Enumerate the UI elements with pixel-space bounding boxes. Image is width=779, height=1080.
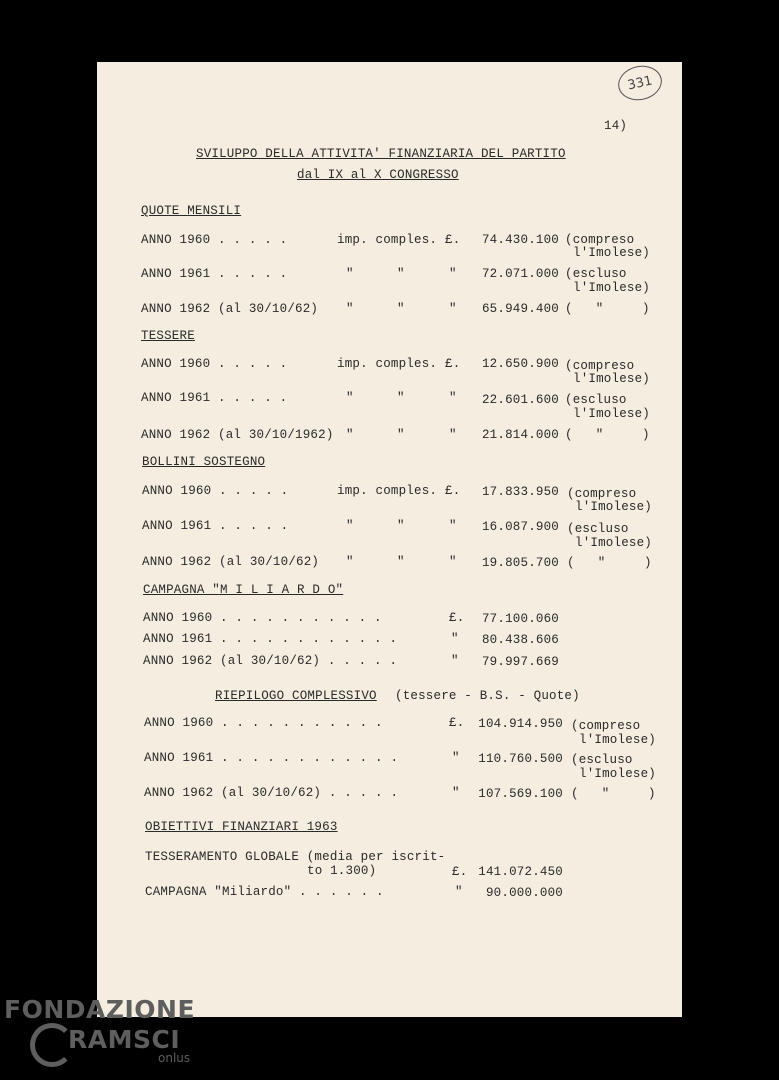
row-kind: " [346,267,354,281]
logo-text: RAMSCI [68,1025,181,1054]
row-label: ANNO 1962 (al 30/10/62) [141,302,319,316]
row-note: l'Imolese) [579,767,657,781]
row-kind: " [346,428,354,442]
row-amount: 72.071.000 [481,267,559,281]
row-kind: " [397,302,405,316]
row-currency: " [449,302,457,316]
row-label: TESSERAMENTO GLOBALE (media per iscrit- [145,850,446,864]
row-kind: " [346,519,354,533]
row-kind: " [397,267,405,281]
row-currency: £. [445,233,461,247]
archive-stamp: 331 [615,62,665,104]
row-kind: " [346,555,354,569]
row-currency: " [449,555,457,569]
row-currency: " [455,885,463,899]
row-amount: 17.833.950 [481,485,559,499]
row-label: ANNO 1961 . . . . . . . . . . . . [144,751,399,765]
page-title: SVILUPPO DELLA ATTIVITA' FINANZIARIA DEL PARTITO [196,147,566,161]
row-currency: £. [445,357,461,371]
row-amount: 21.814.000 [481,428,559,442]
section-heading-riepilogo: RIEPILOGO COMPLESSIVO [215,689,377,703]
row-amount: 16.087.900 [481,520,559,534]
section-heading-campagna: CAMPAGNA "M I L I A R D O" [143,583,344,597]
row-note: (compreso [565,359,635,373]
row-label: ANNO 1961 . . . . . [141,267,288,281]
row-kind: imp. comples. [337,357,438,371]
row-kind: " [346,391,354,405]
row-note: (compreso [565,233,635,247]
row-amount: 90.000.000 [485,886,563,900]
row-currency: " [452,786,460,800]
row-note: l'Imolese) [573,281,651,295]
row-label: ANNO 1960 . . . . . [142,484,289,498]
row-note: (compreso [567,487,637,501]
row-label: to 1.300) [307,864,377,878]
section-heading-bollini: BOLLINI SOSTEGNO [142,455,266,469]
row-amount: 12.650.900 [481,357,559,371]
row-note: (compreso [571,719,641,733]
row-currency: " [449,428,457,442]
row-note: (escluso [571,753,633,767]
row-note: l'Imolese) [573,372,651,386]
row-label: ANNO 1960 . . . . . . . . . . . [144,716,383,730]
row-label: ANNO 1961 . . . . . . . . . . . . [143,632,398,646]
row-label: ANNO 1961 . . . . . [141,391,288,405]
row-amount: 79.997.669 [481,655,559,669]
row-note: (escluso [565,393,627,407]
row-kind: " [397,555,405,569]
row-currency: " [451,632,459,646]
row-currency: £. [449,716,465,730]
row-currency: " [452,751,460,765]
row-amount: 77.100.060 [481,612,559,626]
row-amount: 110.760.500 [478,752,563,766]
row-label: ANNO 1960 . . . . . . . . . . . [143,611,382,625]
row-label: ANNO 1961 . . . . . [142,519,289,533]
section-heading-quote: QUOTE MENSILI [141,204,242,218]
logo-text: onlus [158,1051,191,1065]
section-heading-note: (tessere - B.S. - Quote) [395,689,580,703]
page-subtitle: dal IX al X CONGRESSO [297,168,459,182]
row-label: ANNO 1962 (al 30/10/1962) [141,428,334,442]
row-label: CAMPAGNA "Miliardo" . . . . . . [145,885,384,899]
row-kind: " [397,428,405,442]
row-currency: £. [452,865,468,879]
row-amount: 19.805.700 [481,556,559,570]
row-label: ANNO 1960 . . . . . [141,357,288,371]
row-amount: 65.949.400 [481,302,559,316]
row-currency: " [449,391,457,405]
row-currency: " [449,267,457,281]
row-note: l'Imolese) [573,246,651,260]
row-note: l'Imolese) [575,500,653,514]
row-note: ( " ) [565,428,650,442]
row-amount: 74.430.100 [481,233,559,247]
row-note: (escluso [567,522,629,536]
row-kind: imp. comples. [337,484,438,498]
row-note: l'Imolese) [579,733,657,747]
row-note: (escluso [565,267,627,281]
row-currency: " [451,654,459,668]
row-amount: 141.072.450 [478,865,563,879]
row-label: ANNO 1962 (al 30/10/62) [142,555,320,569]
fondazione-gramsci-logo [0,993,200,1080]
row-kind: imp. comples. [337,233,438,247]
section-heading-tessere: TESSERE [141,329,195,343]
row-label: ANNO 1962 (al 30/10/62) . . . . . [144,786,399,800]
page-number: 14) [604,119,628,133]
row-kind: " [397,391,405,405]
row-currency: £. [449,611,465,625]
row-currency: £. [445,484,461,498]
logo-text: FONDAZIONE [4,995,196,1024]
row-note: l'Imolese) [575,536,653,550]
row-amount: 104.914.950 [478,717,563,731]
section-heading-obiettivi: OBIETTIVI FINANZIARI 1963 [145,820,338,834]
row-label: ANNO 1960 . . . . . [141,233,288,247]
row-note: ( " ) [565,302,650,316]
row-note: l'Imolese) [573,407,651,421]
row-amount: 22.601.600 [481,393,559,407]
row-note: ( " ) [567,556,652,570]
row-kind: " [397,519,405,533]
row-amount: 80.438.606 [481,633,559,647]
row-amount: 107.569.100 [478,787,563,801]
row-label: ANNO 1962 (al 30/10/62) . . . . . [143,654,398,668]
row-note: ( " ) [571,787,656,801]
row-kind: " [346,302,354,316]
row-currency: " [449,519,457,533]
